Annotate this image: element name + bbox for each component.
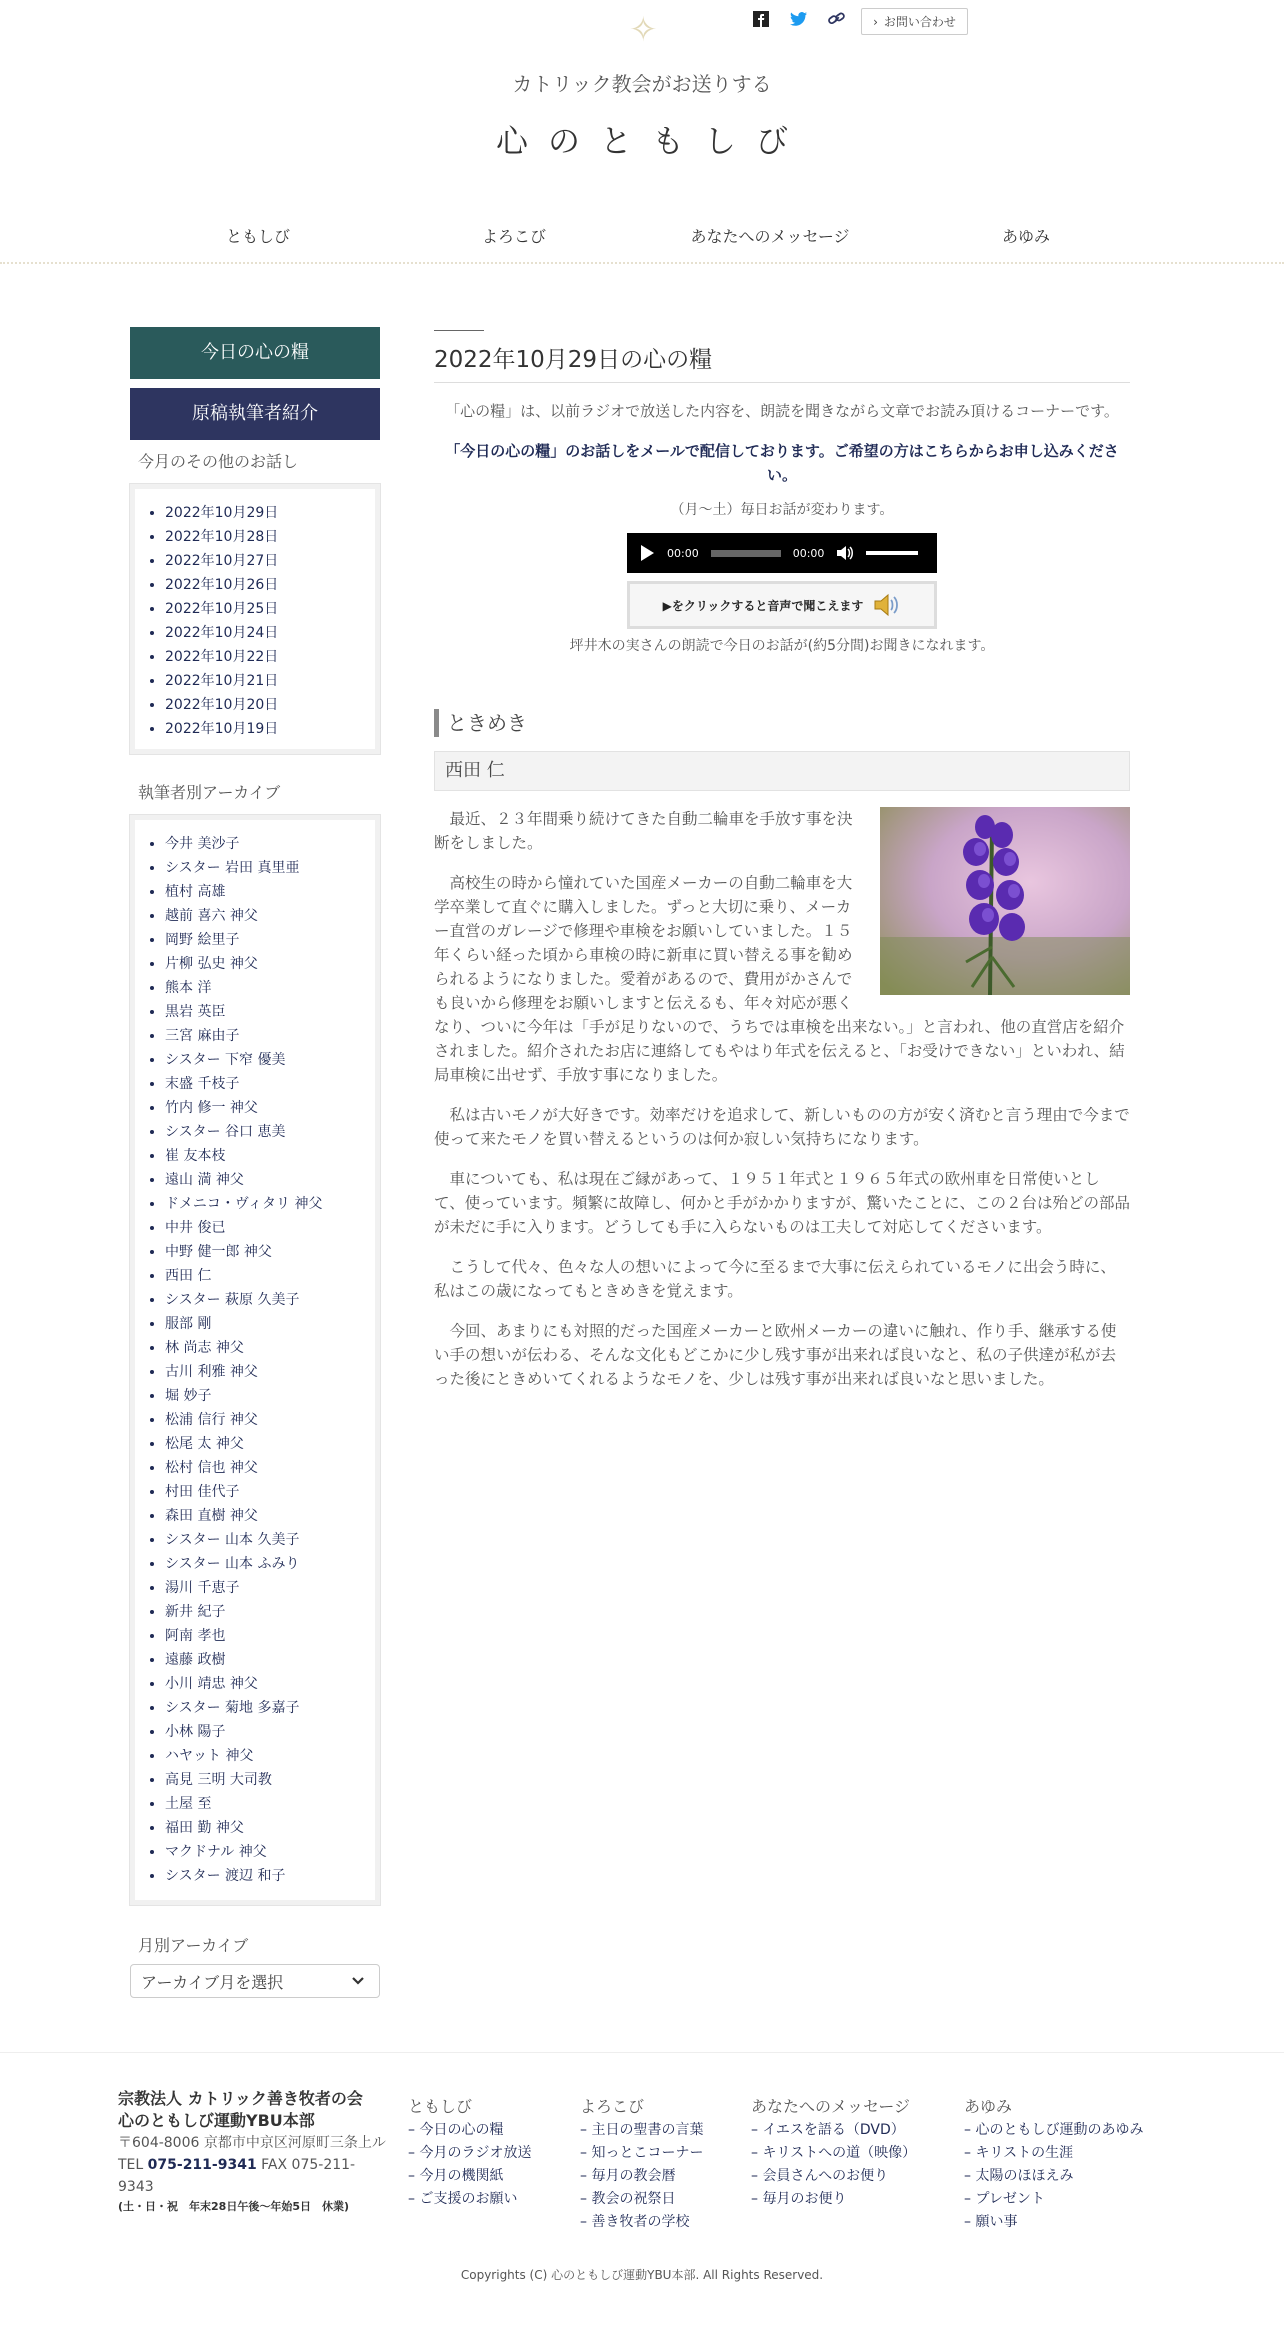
author-link[interactable]: • 古川 利雅 神父 bbox=[165, 1360, 363, 1384]
daily-note: （月～土）毎日お話が変わります。 bbox=[670, 502, 894, 518]
audio-player bbox=[627, 533, 937, 573]
author-link[interactable]: • 福田 勤 神父 bbox=[165, 1816, 363, 1840]
footer-link-label: キリストの生涯 bbox=[975, 2145, 1074, 2161]
tel-link[interactable]: 075-211-9341 bbox=[147, 2157, 257, 2173]
author-link[interactable]: • 片柳 弘史 神父 bbox=[165, 952, 363, 976]
footer-col-tomoshibi bbox=[408, 2094, 531, 2211]
footer-link-label: プレゼント bbox=[975, 2191, 1045, 2207]
footer-link[interactable] bbox=[751, 2119, 916, 2142]
org-name-2: 心のともしび運動YBU本部 bbox=[118, 2111, 315, 2130]
site-tagline: カトリック教会がお送りする bbox=[512, 72, 772, 96]
footer-col-links bbox=[408, 2119, 531, 2211]
copyright: Copyrights (C) 心のともしび運動YBU本部. All Rights Reserved. bbox=[460, 2268, 824, 2282]
author-link[interactable]: • 中野 健一郎 神父 bbox=[165, 1240, 363, 1264]
dash-icon: – bbox=[580, 2122, 592, 2138]
contact-label: お問い合わせ bbox=[883, 15, 956, 29]
sidebar bbox=[130, 327, 380, 1998]
footer-link[interactable] bbox=[751, 2165, 916, 2188]
footer-col-links bbox=[964, 2119, 1143, 2234]
footer-link[interactable] bbox=[580, 2165, 703, 2188]
footer-col-message bbox=[751, 2094, 916, 2211]
postal-code: 〒604-8006 bbox=[118, 2135, 200, 2151]
author-link[interactable]: • 松浦 信行 神父 bbox=[165, 1408, 363, 1432]
footer-link[interactable] bbox=[580, 2188, 703, 2211]
author-link[interactable]: • 植村 高雄 bbox=[165, 880, 363, 904]
tel-label: TEL bbox=[118, 2157, 144, 2173]
flower-photo bbox=[880, 807, 1130, 995]
footer-link-label: 教会の祝祭日 bbox=[591, 2191, 676, 2207]
author-name: 西田 仁 bbox=[434, 751, 1130, 791]
author-link[interactable]: • 末盛 千枝子 bbox=[165, 1072, 363, 1096]
dash-icon: – bbox=[751, 2168, 763, 2184]
author-link[interactable]: • 中井 俊已 bbox=[165, 1216, 363, 1240]
org-name-1: 宗教法人 カトリック善き牧者の会 bbox=[118, 2089, 363, 2108]
nav-item-ayumi[interactable]: あゆみ bbox=[1001, 227, 1050, 246]
author-link[interactable]: • 竹内 修一 神父 bbox=[165, 1096, 363, 1120]
dash-icon: – bbox=[964, 2168, 976, 2184]
footer-link-label: 願い事 bbox=[975, 2214, 1018, 2230]
footer-link[interactable] bbox=[408, 2119, 531, 2142]
author-link[interactable]: • 森田 直樹 神父 bbox=[165, 1504, 363, 1528]
author-link[interactable]: • シスター 下窄 優美 bbox=[165, 1048, 363, 1072]
footer-link[interactable] bbox=[580, 2142, 703, 2165]
player-current-time: 00:00 bbox=[667, 546, 699, 560]
footer-link-label: 善き牧者の学校 bbox=[591, 2214, 690, 2230]
author-link[interactable]: • 新井 紀子 bbox=[165, 1600, 363, 1624]
footer-link[interactable] bbox=[964, 2142, 1143, 2165]
article-paragraph: 車についても、私は現在ご縁があって、１９５１年式と１９６５年式の欧州車を日常使いとして、使っています。頻繁に故障し、何かと手がかかりますが、驚いたことに、この２台は殆どの部品が未だに手に入ります。どうしても手に入らないものは工夫して対応してくださいます。 bbox=[434, 1170, 1130, 1236]
dash-icon: – bbox=[580, 2191, 592, 2207]
monthly-archive-title: 月別アーカイブ bbox=[138, 1936, 249, 1955]
volume-icon[interactable] bbox=[836, 545, 854, 561]
date-link[interactable]: • 2022年10月26日 bbox=[165, 573, 363, 597]
footer-col-title[interactable]: あなたへのメッセージ bbox=[751, 2097, 911, 2116]
dash-icon: – bbox=[580, 2145, 592, 2161]
business-hours: (土・日・祝 年末28日午後〜年始5日 休業) bbox=[118, 2200, 350, 2213]
volume-slider[interactable] bbox=[866, 551, 918, 555]
play-icon[interactable] bbox=[639, 544, 655, 562]
footer-link[interactable] bbox=[408, 2142, 531, 2165]
intro-text: 「心の糧」は、以前ラジオで放送した内容を、朗読を聞きながら文章でお読み頂けるコーナーです。 bbox=[445, 402, 1119, 420]
authors-list bbox=[165, 832, 363, 1888]
date-link[interactable]: • 2022年10月24日 bbox=[165, 621, 363, 645]
contact-button[interactable] bbox=[861, 8, 968, 35]
nav-item-tomoshibi[interactable]: ともしび bbox=[225, 227, 290, 246]
date-link[interactable]: • 2022年10月20日 bbox=[165, 693, 363, 717]
date-link[interactable]: • 2022年10月29日 bbox=[165, 501, 363, 525]
section-heading: ときめき bbox=[434, 709, 1130, 737]
author-link[interactable]: • 遠藤 政樹 bbox=[165, 1648, 363, 1672]
author-link[interactable]: • 越前 喜六 神父 bbox=[165, 904, 363, 928]
author-link[interactable]: • 堀 妙子 bbox=[165, 1384, 363, 1408]
date-link[interactable]: • 2022年10月19日 bbox=[165, 717, 363, 741]
author-link[interactable]: • 土屋 至 bbox=[165, 1792, 363, 1816]
dates-list-box bbox=[130, 484, 380, 754]
author-link[interactable]: • 松尾 太 神父 bbox=[165, 1432, 363, 1456]
author-link[interactable]: • シスター 岩田 真里亜 bbox=[165, 856, 363, 880]
footer-col-ayumi bbox=[964, 2094, 1143, 2234]
footer-link[interactable] bbox=[751, 2188, 916, 2211]
nav-item-message[interactable]: あなたへのメッセージ bbox=[690, 227, 850, 246]
footer-link-label: イエスを語る（DVD） bbox=[762, 2122, 905, 2138]
author-link[interactable]: • 湯川 千恵子 bbox=[165, 1576, 363, 1600]
article-paragraph: 高校生の時から憧れていた国産メーカーの自動二輪車を大学卒業して直ぐに購入しました。ずっと大切に乗り、メーカー直営のガレージで修理や車検をお願いしていました。１５年くらい経った頃から車検の時に新車に買い替える事を勧められるようになりました。愛着があるので、費用がかさんでも良いから修理をお願いしますと伝えるも、年々対応が悪くなり、ついに今年は「手が足りないので、うちでは車検を出来ない。」と言われ、他の直営店を紹介されました。紹介されたお店に連絡してもやはり年式を伝えると、「お受けできない」といわれ、結局車検に出せず、手放す事になりました。 bbox=[434, 874, 1125, 1084]
dash-icon: – bbox=[751, 2145, 763, 2161]
footer-link-label: 今月の機関紙 bbox=[419, 2168, 504, 2184]
footer-link-label: 太陽のほほえみ bbox=[975, 2168, 1074, 2184]
author-link[interactable]: • 遠山 満 神父 bbox=[165, 1168, 363, 1192]
star-logo-icon: ✧ bbox=[629, 10, 658, 50]
dash-icon: – bbox=[408, 2191, 420, 2207]
article-paragraph: 今回、あまりにも対照的だった国産メーカーと欧州メーカーの違いに触れ、作り手、継承する使い手の想いが伝わる、そんな文化もどこかに少し残す事が出来れば良いなと、私の子供達が私が去った後にときめいてくれるようなモノを、少しは残す事が出来れば良いなと思いました。 bbox=[434, 1322, 1117, 1388]
org-address bbox=[118, 2132, 388, 2154]
author-link[interactable]: • ハヤット 神父 bbox=[165, 1744, 363, 1768]
author-link[interactable]: • シスター 萩原 久美子 bbox=[165, 1288, 363, 1312]
author-link[interactable]: • マクドナル 神父 bbox=[165, 1840, 363, 1864]
footer-link-label: ご支援のお願い bbox=[419, 2191, 518, 2207]
site-header bbox=[0, 0, 1284, 262]
date-link[interactable]: • 2022年10月27日 bbox=[165, 549, 363, 573]
author-link[interactable]: • 黒岩 英臣 bbox=[165, 1000, 363, 1024]
footer-link[interactable] bbox=[580, 2211, 703, 2234]
footer-link-label: 知っとこコーナー bbox=[591, 2145, 704, 2161]
month-archive-select[interactable] bbox=[130, 1964, 380, 1998]
dash-icon: – bbox=[964, 2214, 976, 2230]
footer-col-title[interactable]: あゆみ bbox=[964, 2097, 1013, 2116]
chevron-right-icon: › bbox=[873, 14, 878, 29]
post-title: 2022年10月29日の心の糧 bbox=[434, 341, 1130, 383]
authors-title: 執筆者別アーカイブ bbox=[138, 783, 281, 802]
footer-link-label: 会員さんへのお便り bbox=[762, 2168, 889, 2184]
footer-link-label: 毎月の教会暦 bbox=[591, 2168, 676, 2184]
dash-icon: – bbox=[408, 2122, 420, 2138]
facebook-icon[interactable] bbox=[752, 10, 770, 28]
dash-icon: – bbox=[580, 2168, 592, 2184]
author-link[interactable]: • 村田 佳代子 bbox=[165, 1480, 363, 1504]
footer-link-label: 主日の聖書の言葉 bbox=[591, 2122, 704, 2138]
footer-link-label: 毎月のお便り bbox=[762, 2191, 847, 2207]
listen-audio-button[interactable] bbox=[627, 581, 937, 629]
dash-icon: – bbox=[751, 2122, 763, 2138]
footer-link[interactable] bbox=[408, 2165, 531, 2188]
footer-link[interactable] bbox=[580, 2119, 703, 2142]
footer-col-links bbox=[751, 2119, 916, 2211]
article-paragraph: 私は古いモノが大好きです。効率だけを追求して、新しいものの方が安く済むと言う理由で今まで使って来たモノを買い替えるというのは何か寂しい気持ちになります。 bbox=[434, 1106, 1130, 1148]
author-link[interactable]: • 岡野 絵里子 bbox=[165, 928, 363, 952]
date-link[interactable]: • 2022年10月25日 bbox=[165, 597, 363, 621]
main-content bbox=[434, 330, 1130, 1407]
author-link[interactable]: • 小川 靖忠 神父 bbox=[165, 1672, 363, 1696]
author-link[interactable]: • シスター 渡辺 和子 bbox=[165, 1864, 363, 1888]
author-link[interactable]: • 松村 信也 神父 bbox=[165, 1456, 363, 1480]
link-icon[interactable] bbox=[828, 10, 846, 28]
org-phone bbox=[118, 2154, 388, 2198]
footer-col-yorokobi bbox=[580, 2094, 703, 2234]
dash-icon: – bbox=[580, 2214, 592, 2230]
author-link[interactable]: • シスター 菊地 多嘉子 bbox=[165, 1696, 363, 1720]
footer-col-links bbox=[580, 2119, 703, 2234]
footer-divider bbox=[0, 2052, 1284, 2053]
dash-icon: – bbox=[408, 2168, 420, 2184]
reader-note: 坪井木の実さんの朗読で今日のお話が(約5分間)お聞きになれます。 bbox=[569, 638, 995, 654]
speaker-icon bbox=[873, 592, 901, 618]
nav-divider bbox=[0, 262, 1284, 264]
author-link[interactable]: • シスター 山本 ふみり bbox=[165, 1552, 363, 1576]
footer-link-label: 心のともしび運動のあゆみ bbox=[975, 2122, 1144, 2138]
author-link[interactable]: • ドメニコ・ヴィタリ 神父 bbox=[165, 1192, 363, 1216]
author-link[interactable]: • シスター 山本 久美子 bbox=[165, 1528, 363, 1552]
dash-icon: – bbox=[751, 2191, 763, 2207]
listen-audio-label: ▶をクリックすると音声で聞こえます bbox=[662, 598, 864, 613]
article-body bbox=[434, 807, 1130, 1391]
author-link[interactable]: • シスター 谷口 恵美 bbox=[165, 1120, 363, 1144]
title-accent-rule bbox=[434, 330, 484, 331]
author-link[interactable]: • 西田 仁 bbox=[165, 1264, 363, 1288]
dash-icon: – bbox=[964, 2191, 976, 2207]
main-nav bbox=[130, 224, 1154, 247]
footer-link-label: 今月のラジオ放送 bbox=[419, 2145, 532, 2161]
social-links bbox=[752, 10, 846, 28]
dash-icon: – bbox=[408, 2145, 420, 2161]
footer-link[interactable] bbox=[964, 2119, 1143, 2142]
footer-link[interactable] bbox=[964, 2211, 1143, 2234]
dash-icon: – bbox=[964, 2145, 976, 2161]
footer-link[interactable] bbox=[964, 2165, 1143, 2188]
authors-list-box bbox=[130, 815, 380, 1905]
author-link[interactable]: • 今井 美沙子 bbox=[165, 832, 363, 856]
footer-link-label: キリストへの道（映像） bbox=[762, 2145, 917, 2161]
site-footer bbox=[118, 2088, 1168, 2230]
date-link[interactable]: • 2022年10月22日 bbox=[165, 645, 363, 669]
article-paragraph: 最近、２３年間乗り続けてきた自動二輪車を手放す事を決断をしました。 bbox=[434, 810, 853, 852]
author-link[interactable]: • 三宮 麻由子 bbox=[165, 1024, 363, 1048]
author-link[interactable]: • 阿南 孝也 bbox=[165, 1624, 363, 1648]
footer-link[interactable] bbox=[751, 2142, 916, 2165]
month-select-value: アーカイブ月を選択 bbox=[141, 1972, 284, 1992]
twitter-icon[interactable] bbox=[790, 10, 808, 28]
footer-col-title[interactable]: ともしび bbox=[408, 2097, 473, 2116]
nav-item-yorokobi[interactable]: よろこび bbox=[481, 227, 546, 246]
article-paragraph: こうして代々、色々な人の想いによって今に至るまで大事に伝えられているモノに出会う時に、私はこの歳になってもときめきを覚えます。 bbox=[434, 1258, 1116, 1300]
mail-subscribe-link[interactable]: 「今日の心の糧」のお話しをメールで配信しております。ご希望の方はこちらからお申し込みください。 bbox=[445, 442, 1119, 484]
author-link[interactable]: • 林 尚志 神父 bbox=[165, 1336, 363, 1360]
author-link[interactable]: • 小林 陽子 bbox=[165, 1720, 363, 1744]
dash-icon: – bbox=[964, 2122, 976, 2138]
address-text: 京都市中京区河原町三条上ル bbox=[203, 2135, 386, 2151]
date-link[interactable]: • 2022年10月21日 bbox=[165, 669, 363, 693]
writers-button[interactable]: 原稿執筆者紹介 bbox=[130, 388, 380, 440]
date-link[interactable]: • 2022年10月28日 bbox=[165, 525, 363, 549]
footer-link-label: 今日の心の糧 bbox=[419, 2122, 504, 2138]
site-title[interactable]: 心のともしび bbox=[495, 122, 808, 160]
author-link[interactable]: • 熊本 洋 bbox=[165, 976, 363, 1000]
author-link[interactable]: • 服部 剛 bbox=[165, 1312, 363, 1336]
footer-link[interactable] bbox=[964, 2188, 1143, 2211]
dates-list bbox=[165, 501, 363, 741]
player-progress-bar[interactable] bbox=[711, 550, 781, 557]
chevron-down-icon bbox=[351, 1976, 365, 1986]
footer-col-title[interactable]: よろこび bbox=[580, 2097, 645, 2116]
fax-text: FAX 075-211-9343 bbox=[118, 2157, 356, 2195]
player-duration: 00:00 bbox=[792, 546, 825, 560]
today-button[interactable]: 今日の心の糧 bbox=[130, 327, 380, 379]
org-info bbox=[118, 2088, 388, 2214]
author-link[interactable]: • 崔 友本枝 bbox=[165, 1144, 363, 1168]
author-link[interactable]: • 高見 三明 大司教 bbox=[165, 1768, 363, 1792]
footer-link[interactable] bbox=[408, 2188, 531, 2211]
other-talks-title: 今月のその他のお話し bbox=[138, 452, 299, 471]
